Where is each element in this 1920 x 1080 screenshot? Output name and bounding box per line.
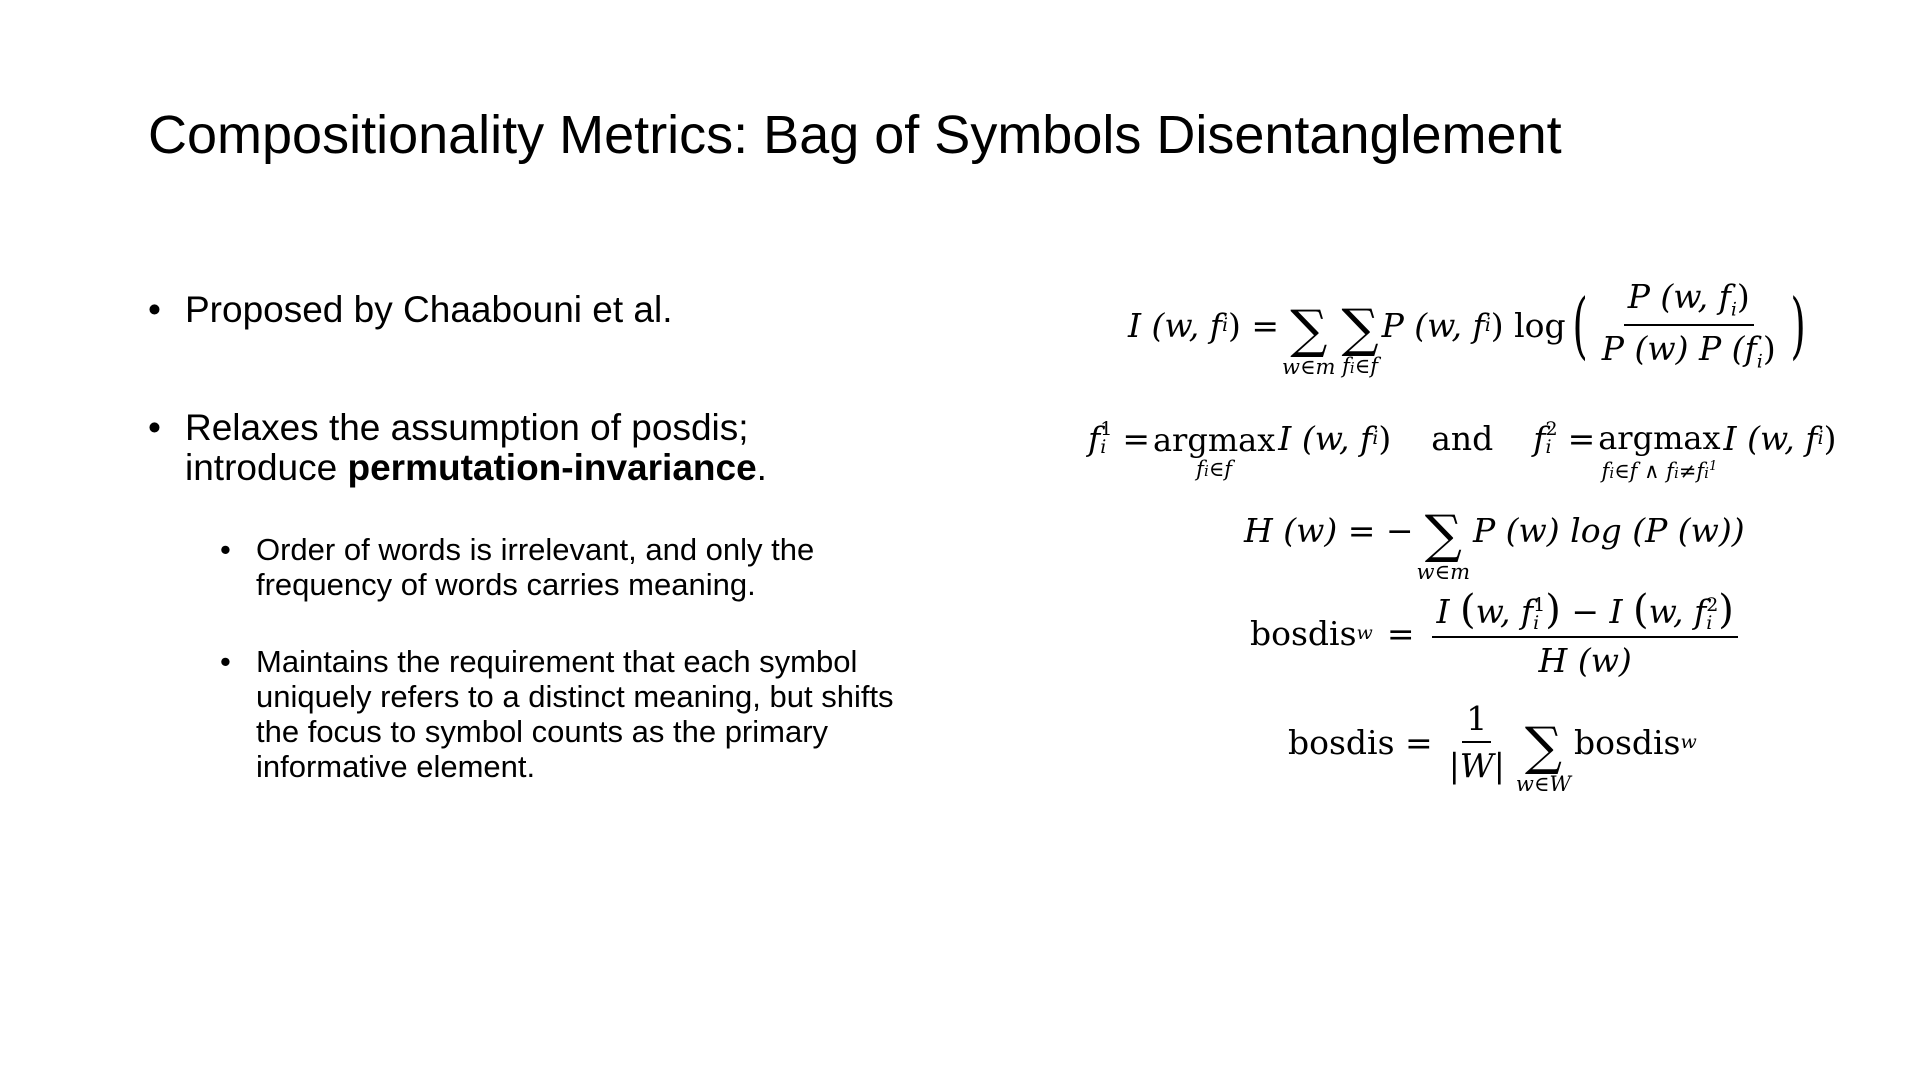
eq1-sum-1: [1282, 300, 1336, 379]
eq1-lhs-close: ) =: [1228, 305, 1280, 345]
eq2-term-1-sub: i: [1372, 427, 1379, 449]
bullet-text: Proposed by Chaabouni et al.: [185, 289, 673, 330]
eq2-a2-sub-g: 1: [1708, 459, 1718, 474]
bullet-marker: •: [148, 407, 161, 448]
eq4-sup-1: 1: [1533, 593, 1546, 616]
eq1-body-sub: i: [1484, 314, 1491, 336]
sum-symbol: ∑: [1341, 299, 1379, 359]
bullet-text-end: .: [756, 447, 767, 488]
eq2-a2-sub-f: i: [1704, 464, 1709, 482]
eq2-term-1-close: ): [1378, 418, 1392, 458]
eq2-a2-sub-c: ∈f ∧ f: [1614, 459, 1674, 483]
eq2-f1: f: [1088, 418, 1101, 458]
eq4-scripts-2: [1706, 593, 1719, 634]
eq1-numerator: [1624, 277, 1754, 326]
eq1-lhs-sub: i: [1221, 314, 1229, 336]
eq2-a1-sub-b: i: [1203, 462, 1209, 480]
eq2-f2-sup: 2: [1545, 418, 1558, 440]
eq5-denominator: |W|: [1448, 746, 1505, 785]
eq4-sub-1: i: [1533, 611, 1540, 634]
eq1-lhs: I (w, f: [1128, 305, 1222, 345]
eq2-argmax-1: [1153, 423, 1275, 483]
sub-bullet-line: Order of words is irrelevant, and only the: [256, 532, 815, 567]
sub-bullet-line: Maintains the requirement that each symbol: [256, 644, 858, 679]
eq4-num-mid: − I: [1571, 591, 1623, 631]
eq2-f1-scripts: [1100, 420, 1112, 456]
eq1-num-text: P (w, f: [1627, 277, 1731, 317]
sub-bullet-line: frequency of words carries meaning.: [256, 567, 756, 602]
eq1-num-sub: i: [1730, 299, 1737, 321]
eq4-num-b-2: w, f: [1648, 591, 1707, 631]
sub-bullet-line: informative element.: [256, 749, 536, 784]
eq2-argmax-word-2: argmax: [1598, 419, 1721, 457]
eq1-sum2-sub-a: f: [1342, 354, 1350, 378]
eq1-den-close: ): [1762, 329, 1776, 368]
eq2-a2-sub-a: f: [1601, 459, 1610, 483]
equation-bosdis-w: [1250, 588, 1742, 678]
equation-mutual-information: [1128, 270, 1812, 380]
eq1-sum2-sub: [1342, 354, 1378, 380]
eq1-sum2-sub-c: ∈f: [1354, 354, 1378, 378]
eq1-body: P (w, f: [1381, 305, 1485, 345]
eq2-equals-2: =: [1567, 418, 1596, 458]
eq3-sum-sub: w∈m: [1416, 560, 1470, 584]
eq1-fraction: [1598, 277, 1780, 372]
eq1-sum2-sub-b: i: [1349, 359, 1355, 377]
eq2-argmax1-sub: [1196, 457, 1232, 483]
eq1-den-sub: i: [1756, 350, 1763, 373]
equation-bosdis: [1288, 692, 1697, 796]
eq2-argmax-word-1: argmax: [1152, 421, 1276, 459]
eq1-sum1-sub: w∈m: [1282, 355, 1336, 379]
eq2-f1-sub: i: [1100, 436, 1107, 458]
eq2-a2-sub-d: i: [1673, 464, 1679, 482]
eq1-denominator: [1598, 326, 1780, 373]
eq2-term-2-close: ): [1823, 418, 1837, 458]
eq4-denominator: H (w): [1538, 640, 1632, 680]
eq1-left-paren: (: [1572, 283, 1588, 367]
eq5-rhs-sub: w: [1680, 731, 1697, 753]
eq2-and: and: [1431, 418, 1494, 458]
sub-bullet-marker: •: [220, 532, 231, 567]
sub-bullet-marker: •: [220, 644, 231, 679]
eq4-fraction: [1432, 587, 1737, 680]
slide-title: Compositionality Metrics: Bag of Symbols Disentanglement: [148, 105, 1562, 165]
eq4-sup-2: 2: [1706, 593, 1719, 616]
eq4-equals: =: [1386, 613, 1415, 653]
eq2-f2-sub: i: [1545, 436, 1552, 458]
bullet-marker: •: [148, 289, 161, 330]
eq1-den-text: P (w) P (f: [1601, 329, 1757, 368]
eq3-lhs: H (w) = −: [1244, 510, 1414, 550]
eq4-lparen-1: (: [1460, 586, 1476, 633]
eq1-right-paren: ): [1790, 283, 1806, 367]
eq4-numerator: [1432, 587, 1737, 638]
equation-argmax: [1088, 398, 1837, 483]
eq1-body-close: ) log: [1490, 305, 1566, 345]
eq5-fraction: [1445, 699, 1509, 785]
sum-symbol: ∑: [1524, 717, 1562, 777]
eq3-sum: [1416, 505, 1470, 584]
eq5-sum-sub: w∈W: [1515, 772, 1571, 796]
eq2-equals-1: =: [1122, 418, 1150, 458]
eq5-numerator: 1: [1462, 699, 1491, 743]
eq2-f2: f: [1533, 418, 1546, 458]
eq4-scripts-1: [1533, 593, 1546, 634]
eq5-sum: [1515, 717, 1571, 796]
eq1-num-close: ): [1736, 277, 1750, 317]
bullet-bold-term: permutation-invariance: [347, 447, 757, 488]
eq2-argmax-2: [1598, 421, 1720, 485]
sum-symbol: ∑: [1290, 300, 1328, 360]
eq4-num-a: I: [1436, 591, 1450, 631]
eq5-lhs: bosdis =: [1288, 722, 1433, 762]
sum-symbol: ∑: [1424, 505, 1462, 565]
eq2-term-2: I (w, f: [1723, 418, 1818, 458]
eq2-term-1: I (w, f: [1278, 418, 1373, 458]
sub-bullet-line: the focus to symbol counts as the primary: [256, 714, 829, 749]
eq2-a1-sub-c: ∈f: [1208, 457, 1233, 481]
bullet-text-line1: Relaxes the assumption of posdis;: [185, 407, 749, 448]
eq4-lhs-sub: w: [1356, 622, 1373, 644]
eq2-a2-sub-b: i: [1609, 464, 1615, 482]
bullet-text-line2: introduce: [185, 447, 348, 488]
eq2-f1-sup: 1: [1100, 418, 1113, 440]
eq4-rparen-1: ): [1545, 586, 1561, 633]
eq3-rhs: P (w) log (P (w)): [1472, 510, 1745, 550]
eq2-a2-sub-e: ≠f: [1678, 459, 1705, 483]
eq4-num-b: w, f: [1475, 591, 1534, 631]
eq4-lparen-2: (: [1633, 586, 1649, 633]
eq2-a1-sub-a: f: [1196, 457, 1204, 481]
eq5-rhs: bosdis: [1573, 722, 1681, 762]
equation-entropy: [1244, 490, 1745, 584]
eq1-sum-2: [1341, 299, 1379, 380]
eq4-lhs: bosdis: [1250, 613, 1357, 653]
eq4-rparen-2: ): [1718, 586, 1734, 633]
sub-bullet-line: uniquely refers to a distinct meaning, but shifts: [256, 679, 894, 714]
eq2-argmax2-sub: [1602, 455, 1718, 485]
eq4-sub-2: i: [1706, 611, 1713, 634]
eq2-term-2-sub: i: [1817, 427, 1824, 449]
eq2-f2-scripts: [1545, 420, 1557, 456]
